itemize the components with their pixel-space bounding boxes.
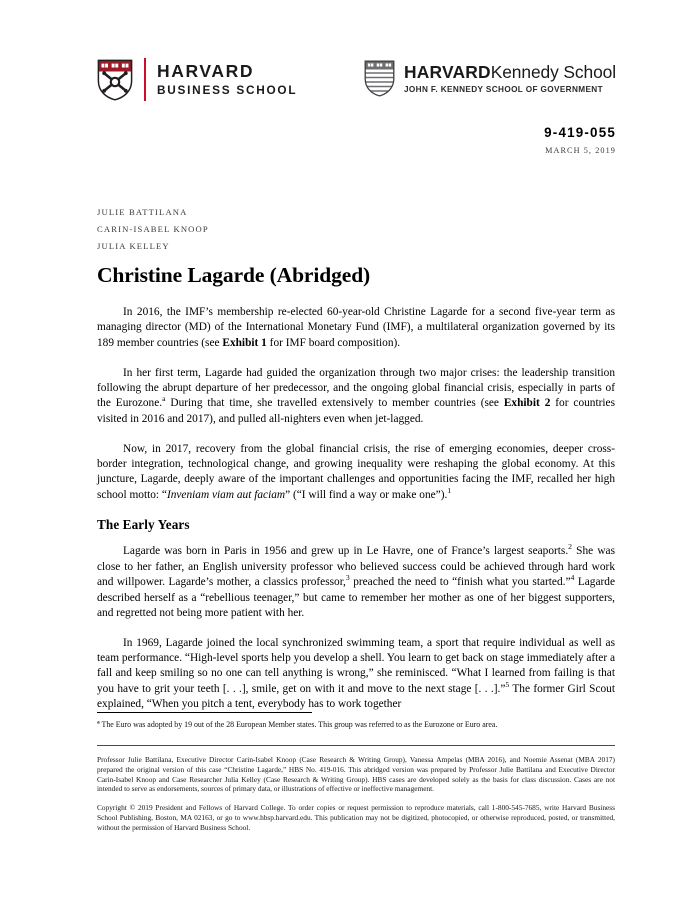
footnote-a-marker: a bbox=[97, 719, 100, 726]
paragraph-1-text-a: In 2016, the IMF’s membership re-elected 60-year-old Christine Lagarde for a second five-year term as managing director (MD) of the International Monetary Fund (IMF), a multilateral organization governed by its 189 member countries (see bbox=[97, 306, 615, 349]
document-header bbox=[97, 58, 616, 120]
paragraph-3-text-b: ” (“I will find a way or make one”). bbox=[285, 488, 448, 501]
paragraph-2-text-c: for countries visited in 2016 and 2017), and pulled all-nighters even when jet-lagged. bbox=[97, 397, 615, 425]
paragraph-3 bbox=[97, 442, 615, 503]
harvard-kennedy-school-logo bbox=[364, 60, 616, 97]
hbs-wordmark-line1: HARVARD bbox=[157, 61, 255, 82]
endnote-marker-1: 1 bbox=[447, 485, 452, 495]
exhibit-1-reference: Exhibit 1 bbox=[222, 336, 267, 349]
paragraph-4-text-b: She was close to her father, an English university professor who believed success could be achieved through hard work and willpower. Lagarde’s mother, a classics professor, bbox=[97, 545, 615, 589]
exhibit-2-reference: Exhibit 2 bbox=[503, 397, 551, 410]
endnote-marker-5: 5 bbox=[505, 680, 510, 690]
paragraph-4-text-a: Lagarde was born in Paris in 1956 and grew up in Le Havre, one of France’s largest seaports. bbox=[123, 545, 569, 558]
copyright-text: Copyright © 2019 President and Fellows of Harvard College. To order copies or request permission to reproduce materials, call 1-800-545-7685, write Harvard Business School Publishing, Boston, MA 02163, or go to www.hbsp.harvard.edu. This publication may not be digitized, photocopied, or otherwise reproduced, posted, or transmitted, without the permission of Harvard Business School. bbox=[97, 803, 615, 832]
paragraph-1 bbox=[97, 305, 615, 351]
hbs-wordmark-line2: BUSINESS SCHOOL bbox=[157, 82, 298, 97]
harvard-kennedy-school-shield-icon bbox=[364, 60, 395, 97]
endnote-marker-3: 3 bbox=[345, 573, 350, 583]
case-metadata bbox=[544, 126, 616, 155]
paragraph-5-text-b: The former Girl Scout explained, “When you pitch a tent, everybody has to work together bbox=[97, 682, 615, 711]
paragraph-4-text-c: preached the need to “finish what you started.” bbox=[349, 576, 571, 589]
case-date: MARCH 5, 2019 bbox=[545, 145, 616, 155]
paragraph-2-text-b: During that time, she travelled extensively to member countries (see bbox=[165, 397, 504, 410]
paragraph-2-text-a: In her first term, Lagarde had guided the organization through two major crises: the leadership transition following the abrupt departure of her predecessor, and the ongoing global financial crisis, especially in parts of the Eurozone. bbox=[97, 366, 615, 410]
author-name: CARIN-ISABEL KNOOP bbox=[97, 224, 209, 235]
paragraph-5-text-a: In 1969, Lagarde joined the local synchronized swimming team, a sport that require individual as well as team performance. “High-level sports help you develop a shell. You learn to get back on stage immediately after a fall and keep smiling so no one can tell anything is wrong,” she reminisced. “What I learned from failing is that you have to grit your teeth [. . .], smile, get on with it and move to the next stage [. . .].” bbox=[97, 636, 615, 695]
hks-wordmark-line1 bbox=[404, 63, 616, 82]
author-list bbox=[97, 208, 209, 259]
document-body bbox=[97, 305, 615, 713]
harvard-business-school-shield-icon bbox=[97, 59, 133, 101]
hks-wordmark bbox=[404, 63, 616, 94]
footnote-a bbox=[97, 720, 615, 730]
latin-motto: Inveniam viam aut faciam bbox=[166, 488, 286, 501]
section-heading-the-early-years: The Early Years bbox=[97, 517, 190, 533]
hks-wordmark-kennedy-school: Kennedy School bbox=[490, 61, 616, 82]
hbs-wordmark bbox=[157, 62, 297, 97]
footnote-marker-a: a bbox=[162, 394, 166, 404]
endnote-marker-2: 2 bbox=[568, 542, 573, 552]
footnote-a-text: The Euro was adopted by 19 out of the 28 European Member states. This group was referred to as the Eurozone or Euro area. bbox=[99, 720, 498, 729]
hks-wordmark-subtitle: JOHN F. KENNEDY SCHOOL OF GOVERNMENT bbox=[403, 85, 603, 95]
paragraph-3-text-a: Now, in 2017, recovery from the global financial crisis, the rise of emerging economies, deeper cross-border integration, technological change, and growing inequality were reshaping the global economy. At this juncture, Lagarde, deeply aware of the important challenges and opportunities facing the IMF, recalled her high school motto: “ bbox=[97, 442, 615, 501]
logo-divider bbox=[144, 58, 146, 101]
harvard-business-school-logo bbox=[97, 58, 297, 101]
paragraph-1-text-b: for IMF board composition). bbox=[266, 336, 401, 349]
author-name: JULIE BATTILANA bbox=[97, 207, 188, 217]
footnote-separator-rule bbox=[97, 712, 312, 713]
credits-separator-rule bbox=[97, 745, 615, 746]
hks-wordmark-harvard: HARVARD bbox=[403, 61, 491, 82]
credits-block bbox=[97, 755, 615, 833]
case-number: 9-419-055 bbox=[544, 125, 616, 140]
page-title: Christine Lagarde (Abridged) bbox=[97, 263, 371, 287]
author-name: JULIA KELLEY bbox=[97, 241, 170, 252]
paragraph-2 bbox=[97, 366, 615, 427]
paragraph-5 bbox=[97, 636, 615, 713]
paragraph-4 bbox=[97, 544, 615, 621]
case-credit-text: Professor Julie Battilana, Executive Director Carin-Isabel Knoop (Case Research & Writing Group), Vanessa Ampelas (MBA 2016), and Noemie Assenat (MBA 2017) prepared the original version of this case “Christine Lagarde,” HBS No. 419-016. This abridged version was prepared by Professor Julie Battilana and Executive Director Carin-Isabel Knoop and Case Researcher Julia Kelley (Case Research & Writing Group). HBS cases are developed solely as the basis for class discussion. Cases are not intended to serve as endorsements, sources of primary data, or illustrations of effective or ineffective management. bbox=[97, 755, 615, 794]
endnote-marker-4: 4 bbox=[570, 573, 575, 583]
paragraph-4-text-d: Lagarde described herself as a “rebellious teenager,” but came to remember her mother as one of her biggest supporters, and regretted not being more patient with her. bbox=[97, 576, 615, 619]
